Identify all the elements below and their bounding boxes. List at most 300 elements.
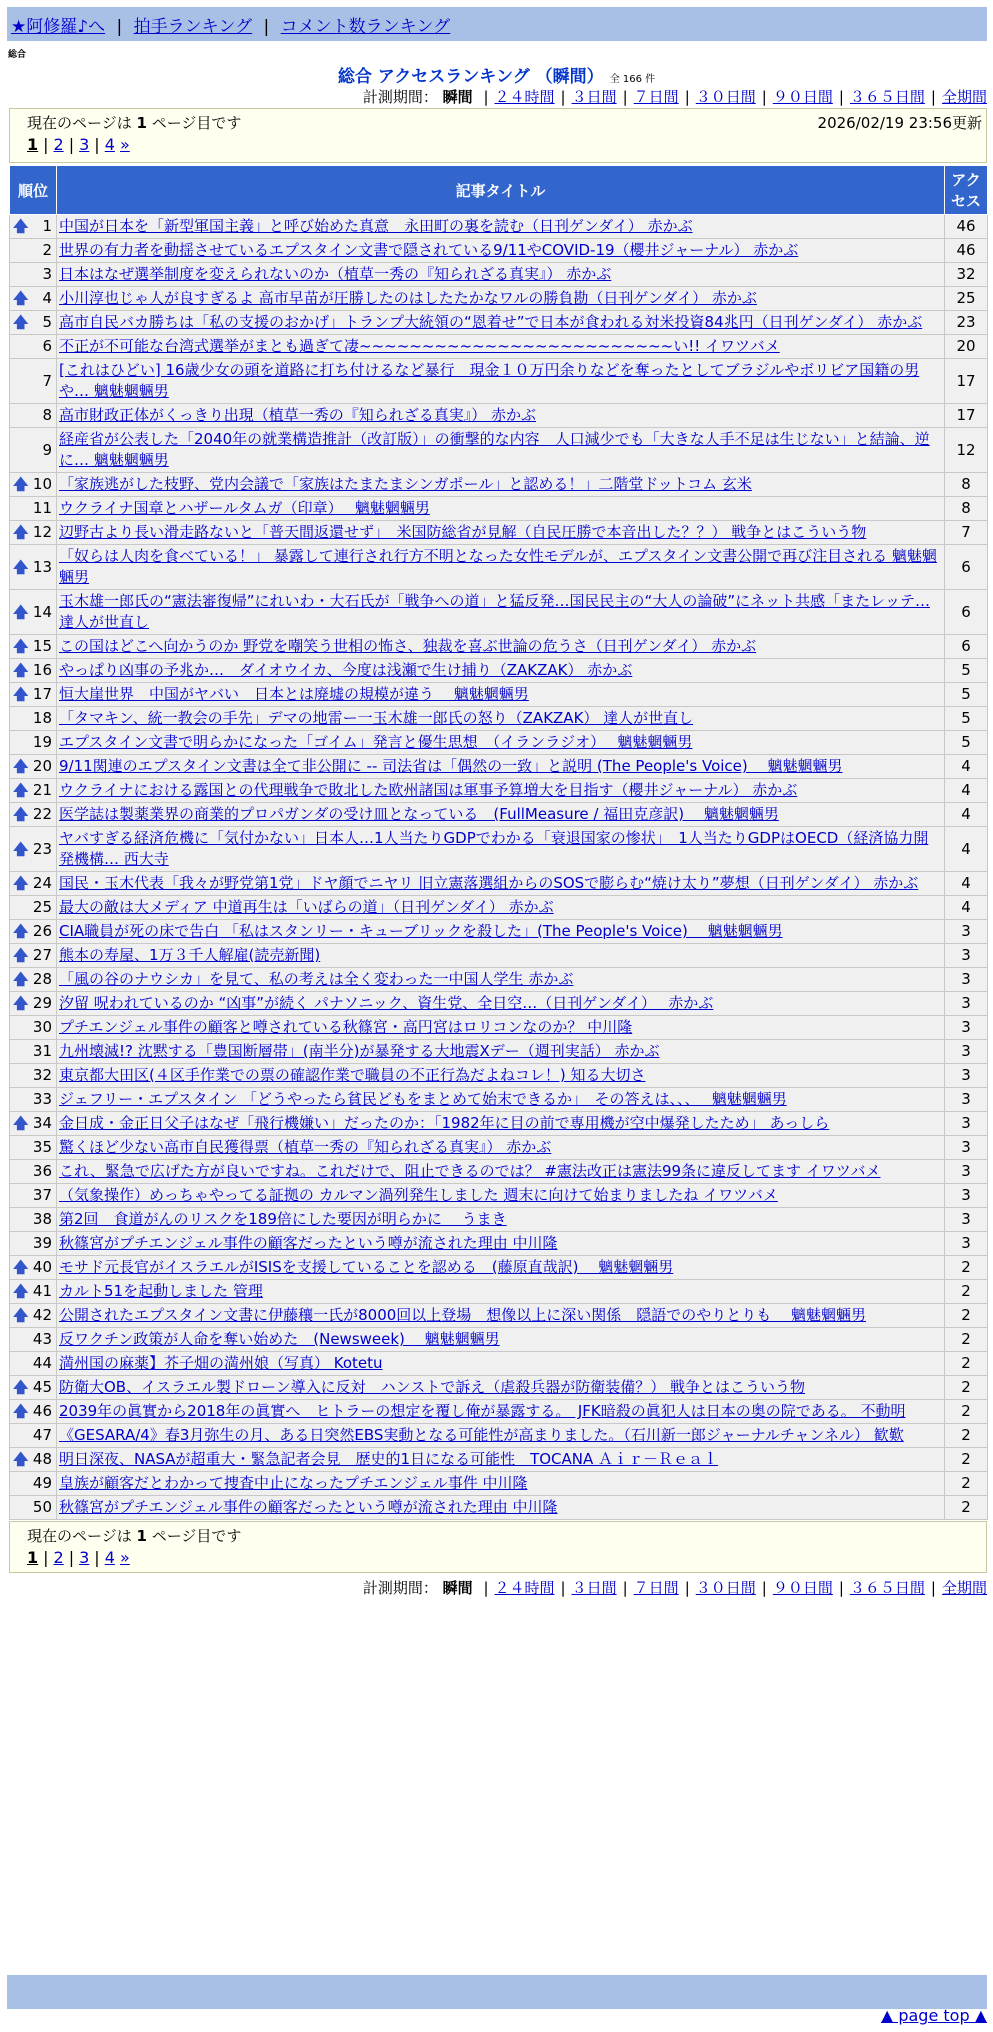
title-cell <box>57 473 945 497</box>
article-title-link[interactable]: 九州壊滅!? 沈黙する「豊国断層帯」(南半分)が暴発する大地震Xデー（週刊実話） 赤かぶ <box>59 1042 660 1060</box>
access-count: 4 <box>945 872 988 896</box>
period-label: 計測期間： <box>362 1579 438 1597</box>
title-cell <box>57 920 945 944</box>
rank-number: 16 <box>32 661 52 679</box>
nav-separator: | <box>263 17 270 37</box>
rank-number: 42 <box>32 1306 52 1324</box>
up-arrow-icon: 🡅 <box>13 1402 29 1420</box>
rank-cell <box>10 896 57 920</box>
article-title-link[interactable]: 第2回 食道がんのリスクを189倍にした要因が明らかに うまき <box>59 1210 507 1228</box>
article-title-link[interactable]: 高市自民バカ勝ちは「私の支援のおかげ」トランプ大統領の“恩着せ”で日本が食われる対米投資84兆円（日刊ゲンダイ） 赤かぶ <box>59 313 923 331</box>
title-cell <box>57 428 945 473</box>
title-cell <box>57 1040 945 1064</box>
title-cell <box>57 359 945 404</box>
access-count: 7 <box>945 521 988 545</box>
rank-number: 33 <box>32 1090 52 1108</box>
rank-cell <box>10 404 57 428</box>
rank-number: 6 <box>42 337 52 355</box>
rank-number: 36 <box>32 1162 52 1180</box>
title-cell <box>57 944 945 968</box>
table-row <box>10 1136 988 1160</box>
article-title-link[interactable]: ジェフリー・エプスタイン 「どうやったら貧民どもをまとめて始末できるか」 その答えは、、、 魑魅魍魎男 <box>59 1090 787 1108</box>
rank-cell <box>10 521 57 545</box>
rank-number: 46 <box>32 1402 52 1420</box>
article-title-link[interactable]: 驚くほど少ない高市自民獲得票（植草一秀の『知られざる真実』） 赤かぶ <box>59 1138 552 1156</box>
table-row <box>10 827 988 872</box>
article-title-link[interactable]: 秋篠宮がプチエンジェル事件の顧客だったという噂が流された理由 中川隆 <box>59 1498 558 1516</box>
rank-cell <box>10 992 57 1016</box>
rank-number: 21 <box>32 781 52 799</box>
article-title-link[interactable]: エプスタイン文書で明らかになった「ゴイム」発言と優生思想 （イランラジオ） 魑魅魍魎男 <box>59 733 693 751</box>
rank-cell <box>10 1424 57 1448</box>
title-cell <box>57 335 945 359</box>
rank-number: 27 <box>32 946 52 964</box>
rank-number: 7 <box>42 371 52 390</box>
rank-cell <box>10 359 57 404</box>
title-cell <box>57 1376 945 1400</box>
rank-number: 50 <box>32 1498 52 1516</box>
rank-cell <box>10 635 57 659</box>
title-cell <box>57 311 945 335</box>
article-title-link[interactable]: 中国が日本を「新型軍国主義」と呼び始めた真意 永田町の裏を読む（日刊ゲンダイ） 赤かぶ <box>59 217 693 235</box>
up-arrow-icon: 🡅 <box>13 475 29 493</box>
period-separator: | <box>560 1579 566 1597</box>
article-title-link[interactable]: 公開されたエプスタイン文書に伊藤穰一氏が8000回以上登場 想像以上に深い関係 隠語でのやりとりも 魑魅魍魎男 <box>59 1306 867 1324</box>
period-current: 瞬間 <box>442 88 473 106</box>
article-title-link[interactable]: プチエンジェル事件の顧客と噂されている秋篠宮・高円宮はロリコンなのか？ 中川隆 <box>59 1018 633 1036</box>
title-cell <box>57 968 945 992</box>
title-cell <box>57 1448 945 1472</box>
rank-cell <box>10 263 57 287</box>
article-title-link[interactable]: カルト51を起動しました 管理 <box>59 1282 263 1300</box>
article-title-link[interactable]: CIA職員が死の床で告白 「私はスタンリー・キューブリックを殺した」(The People's Voice) 魑魅魍魎男 <box>59 922 783 940</box>
table-row <box>10 755 988 779</box>
period-option-link[interactable]: ３０日間 <box>695 1579 756 1597</box>
article-title-link[interactable]: 金日成・金正日父子はなぜ「飛行機嫌い」だったのか：「1982年に目の前で専用機が空中爆発したため」 あっしら <box>59 1114 830 1132</box>
rank-cell <box>10 731 57 755</box>
title-cell <box>57 1064 945 1088</box>
title-cell <box>57 1280 945 1304</box>
access-count: 4 <box>945 779 988 803</box>
title-cell <box>57 215 945 239</box>
article-title-link[interactable]: 「タマキン、統一教会の手先」デマの地雷ー一玉木雄一郎氏の怒り（ZAKZAK） 達人が世直し <box>59 709 694 727</box>
table-row <box>10 1472 988 1496</box>
article-title-link[interactable]: 日本はなぜ選挙制度を変えられないのか（植草一秀の『知られざる真実』） 赤かぶ <box>59 265 612 283</box>
pager-separator: | <box>43 1548 49 1567</box>
updated-timestamp: 2026/02/19 23:56更新 <box>817 114 982 132</box>
up-arrow-icon: 🡅 <box>13 839 29 858</box>
title-cell <box>57 683 945 707</box>
table-row <box>10 590 988 635</box>
rank-cell <box>10 1160 57 1184</box>
title-cell <box>57 827 945 872</box>
article-title-link[interactable]: 熊本の寿屋、1万３千人解雇(読売新聞) <box>59 946 321 964</box>
pager-page-link[interactable]: 4 <box>104 1548 115 1567</box>
table-row <box>10 359 988 404</box>
up-arrow-icon: 🡅 <box>13 1450 29 1468</box>
rank-number: 29 <box>32 994 52 1012</box>
table-row <box>10 497 988 521</box>
rank-cell <box>10 335 57 359</box>
pager-separator: | <box>94 1548 100 1567</box>
article-title-link[interactable]: 「風の谷のナウシカ」を見て、私の考えは全く変わった一中国人学生 赤かぶ <box>59 970 574 988</box>
article-title-link[interactable]: 高市財政正体がくっきり出現（植草一秀の『知られざる真実』） 赤かぶ <box>59 406 536 424</box>
access-count: 17 <box>945 404 988 428</box>
rank-number: 15 <box>32 637 52 655</box>
title-cell <box>57 755 945 779</box>
article-title-link[interactable]: 小川淳也じゃ人が良すぎるよ 高市早苗が圧勝したのはしたたかなワルの勝負勘（日刊ゲンダイ） 赤かぶ <box>59 289 757 307</box>
access-count: 12 <box>945 428 988 473</box>
rank-number: 30 <box>32 1018 52 1036</box>
access-count: 3 <box>945 920 988 944</box>
title-cell <box>57 590 945 635</box>
period-separator: | <box>560 88 566 106</box>
table-row <box>10 1208 988 1232</box>
up-arrow-icon: 🡅 <box>13 970 29 988</box>
access-count: 23 <box>945 311 988 335</box>
article-title-link[interactable]: ウクライナにおける露国との代理戦争で敗北した欧州諸国は軍事予算増大を目指す（櫻井ジャーナル） 赤かぶ <box>59 781 798 799</box>
table-row <box>10 287 988 311</box>
access-count: 46 <box>945 215 988 239</box>
rank-cell <box>10 473 57 497</box>
article-title-link[interactable]: （気象操作）めっちゃやってる証拠の カルマン渦列発生しました 週末に向けて始まりましたね イワツバメ <box>59 1186 778 1204</box>
rank-number: 11 <box>32 499 52 517</box>
table-row <box>10 1016 988 1040</box>
period-separator: | <box>684 88 690 106</box>
access-count: 8 <box>945 497 988 521</box>
table-row <box>10 920 988 944</box>
table-row <box>10 1328 988 1352</box>
rank-cell <box>10 1112 57 1136</box>
article-title-link[interactable]: [これはひどい] 16歳少女の頭を道路に打ち付けるなど暴行 現金１０万円余りなどを奪ったとしてブラジルやボリビア国籍の男や… 魑魅魍魎男 <box>59 361 920 400</box>
access-count: 3 <box>945 1184 988 1208</box>
period-option-link[interactable]: ３日間 <box>571 88 617 106</box>
article-title-link[interactable]: 満州国の麻薬】芥子畑の満州娘（写真） Kotetu <box>59 1354 383 1372</box>
up-arrow-icon: 🡅 <box>13 946 29 964</box>
table-row <box>10 335 988 359</box>
article-title-link[interactable]: 2039年の眞實から2018年の眞實へ ヒトラーの想定を覆し俺が暴露する。 JFK暗殺の眞犯人は日本の奥の院である。 不動明 <box>59 1402 906 1420</box>
rank-number: 14 <box>32 602 52 621</box>
table-row <box>10 1400 988 1424</box>
period-separator: | <box>838 1579 844 1597</box>
applause-ranking-link[interactable]: 拍手ランキング <box>133 17 253 37</box>
table-row <box>10 1064 988 1088</box>
home-link[interactable]: ★阿修羅♪へ <box>11 17 106 37</box>
pager-next-link[interactable]: » <box>119 1548 130 1567</box>
category-label: 総合 <box>8 50 27 60</box>
rank-number: 8 <box>42 406 52 424</box>
page-top-link[interactable]: ▲ page top ▲ <box>880 2006 987 2025</box>
title-cell <box>57 497 945 521</box>
up-arrow-icon: 🡅 <box>13 602 29 621</box>
period-label: 計測期間： <box>362 88 438 106</box>
period-separator: | <box>483 88 489 106</box>
rank-number: 34 <box>32 1114 52 1132</box>
period-separator: | <box>622 1579 628 1597</box>
table-row <box>10 1496 988 1520</box>
period-option-link[interactable]: ９０日間 <box>772 1579 833 1597</box>
rank-number: 31 <box>32 1042 52 1060</box>
title-cell <box>57 263 945 287</box>
table-row <box>10 1304 988 1328</box>
ranking-table <box>9 165 988 1520</box>
up-arrow-icon: 🡅 <box>13 874 29 892</box>
table-row <box>10 1232 988 1256</box>
rank-cell <box>10 1448 57 1472</box>
period-option-link[interactable]: ３日間 <box>571 1579 617 1597</box>
table-row <box>10 1256 988 1280</box>
article-title-link[interactable]: これ、緊急で広げた方が良いですね。これだけで、阻止できるのでは？ #憲法改正は憲法99条に違反してます イワツバメ <box>59 1162 881 1180</box>
up-arrow-icon: 🡅 <box>13 994 29 1012</box>
title-cell <box>57 896 945 920</box>
rank-cell <box>10 803 57 827</box>
title-cell <box>57 635 945 659</box>
pager-separator: | <box>43 135 49 154</box>
table-row <box>10 1088 988 1112</box>
article-title-link[interactable]: モサド元長官がイスラエルがISISを支援していることを認める (藤原直哉訳) 魑魅魍魎男 <box>59 1258 674 1276</box>
up-arrow-icon: 🡅 <box>13 757 29 775</box>
pager-page-link[interactable]: 2 <box>53 135 64 154</box>
period-option-link[interactable]: ９０日間 <box>772 88 833 106</box>
ranking-table-body <box>10 215 988 1520</box>
rank-number: 40 <box>32 1258 52 1276</box>
article-title-link[interactable]: 《GESARA/4》春3月弥生の月、ある日突然EBS実動となる可能性が高まりました。（石川新一郎ジャーナルチャンネル） 歓歎 <box>59 1426 904 1444</box>
article-title-link[interactable]: 恒大崖世界 中国がヤバい 日本とは廃墟の規模が違う 魑魅魍魎男 <box>59 685 529 703</box>
table-row <box>10 428 988 473</box>
period-option-link[interactable]: ３６５日間 <box>849 88 925 106</box>
rank-number: 17 <box>32 685 52 703</box>
article-title-link[interactable]: 世界の有力者を動揺させているエプスタイン文書で隠されている9/11やCOVID-19（櫻井ジャーナル） 赤かぶ <box>59 241 799 259</box>
rank-cell <box>10 968 57 992</box>
access-count: 2 <box>945 1448 988 1472</box>
rank-cell <box>10 1088 57 1112</box>
rank-cell <box>10 1280 57 1304</box>
article-title-link[interactable]: 医学誌は製薬業界の商業的プロパガンダの受け皿となっている (FullMeasure / 福田克彦訳) 魑魅魍魎男 <box>59 805 779 823</box>
pager-next-link[interactable]: » <box>119 135 130 154</box>
period-current: 瞬間 <box>442 1579 473 1597</box>
pager-page-link[interactable]: 3 <box>79 135 90 154</box>
title-cell <box>57 404 945 428</box>
table-row <box>10 968 988 992</box>
rank-cell <box>10 920 57 944</box>
page-status: 現在のページは 1 ページ目です <box>27 1527 242 1545</box>
article-title-link[interactable]: 不正が不可能な台湾式選挙がまとも過ぎて凄~~~~~~~~~~~~~~~~~~~~~~~~~い!! イワツバメ <box>59 337 780 355</box>
pager-separator: | <box>68 135 75 154</box>
up-arrow-icon: 🡅 <box>13 685 29 703</box>
rank-number: 5 <box>42 313 52 331</box>
access-count: 46 <box>945 239 988 263</box>
rank-number: 22 <box>32 805 52 823</box>
column-header-rank: 順位 <box>10 166 57 215</box>
table-row <box>10 944 988 968</box>
pager-separator: | <box>68 1548 75 1567</box>
article-title-link[interactable]: 皇族が顧客だとわかって捜査中止になったプチエンジェル事件 中川隆 <box>59 1474 528 1492</box>
article-title-link[interactable]: 経産省が公表した「2040年の就業構造推計（改訂版）」の衝撃的な内容 人口減少でも「大きな人手不足は生じない」と結論、逆に… 魑魅魍魎男 <box>59 430 930 469</box>
table-row <box>10 659 988 683</box>
rank-cell <box>10 239 57 263</box>
rank-cell <box>10 1376 57 1400</box>
table-row <box>10 779 988 803</box>
period-option-link[interactable]: ３０日間 <box>695 88 756 106</box>
article-title-link[interactable]: ヤバすぎる経済危機に「気付かない」日本人…1人当たりGDPでわかる「衰退国家の惨状」 1人当たりGDPはOECD（経済協力開発機構… 西大寺 <box>59 829 929 868</box>
rank-number: 45 <box>32 1378 52 1396</box>
title-cell <box>57 731 945 755</box>
access-count: 3 <box>945 1160 988 1184</box>
table-row <box>10 1352 988 1376</box>
rank-cell <box>10 590 57 635</box>
access-count: 3 <box>945 1064 988 1088</box>
table-row <box>10 992 988 1016</box>
table-row <box>10 1448 988 1472</box>
rank-number: 26 <box>32 922 52 940</box>
period-separator: | <box>483 1579 489 1597</box>
pager-page-link[interactable]: 2 <box>53 1548 64 1567</box>
table-row <box>10 215 988 239</box>
article-title-link[interactable]: 明日深夜、NASAが超重大・緊急記者会見 歴史的1日になる可能性 TOCANA Ａｉｒ－Ｒｅａｌ <box>59 1450 719 1468</box>
table-row <box>10 731 988 755</box>
title-cell <box>57 872 945 896</box>
table-row <box>10 896 988 920</box>
article-title-link[interactable]: 汐留 呪われているのか “凶事”が続く パナソニック、資生党、全日空…（日刊ゲンダイ） 赤かぶ <box>59 994 714 1012</box>
article-title-link[interactable]: 国民・玉木代表「我々が野党第1党」ドヤ顔でニヤリ 旧立憲落選組からのSOSで膨らむ“焼け太り”夢想（日刊ゲンダイ） 赤かぶ <box>59 874 919 892</box>
access-count: 5 <box>945 659 988 683</box>
period-option-link[interactable]: ２４時間 <box>494 88 555 106</box>
article-title-link[interactable]: この国はどこへ向かうのか 野党を嘲笑う世相の怖さ、独裁を喜ぶ世論の危うさ（日刊ゲンダイ） 赤かぶ <box>59 637 757 655</box>
title-cell <box>57 1256 945 1280</box>
rank-cell <box>10 659 57 683</box>
title-cell <box>57 1496 945 1520</box>
table-row <box>10 545 988 590</box>
table-header-row <box>10 166 988 215</box>
title-cell <box>57 1400 945 1424</box>
rank-number: 37 <box>32 1186 52 1204</box>
rank-cell <box>10 755 57 779</box>
table-row <box>10 1376 988 1400</box>
article-title-link[interactable]: 「奴らは人肉を食べている！」 暴露して連行され行方不明となった女性モデルが、エプスタイン文書公開で再び注目される 魑魅魍魎男 <box>59 547 937 586</box>
rank-cell <box>10 779 57 803</box>
rank-number: 44 <box>32 1354 52 1372</box>
access-count: 17 <box>945 359 988 404</box>
rank-cell <box>10 1400 57 1424</box>
period-separator: | <box>761 88 767 106</box>
comment-ranking-link[interactable]: コメント数ランキング <box>280 17 451 37</box>
up-arrow-icon: 🡅 <box>13 661 29 679</box>
table-row <box>10 1112 988 1136</box>
rank-number: 47 <box>32 1426 52 1444</box>
access-count: 3 <box>945 968 988 992</box>
up-arrow-icon: 🡅 <box>13 805 29 823</box>
rank-cell <box>10 1064 57 1088</box>
rank-number: 41 <box>32 1282 52 1300</box>
title-cell <box>57 1208 945 1232</box>
rank-number: 28 <box>32 970 52 988</box>
rank-cell <box>10 1496 57 1520</box>
rank-number: 9 <box>42 440 52 459</box>
pager-top <box>27 135 130 154</box>
article-title-link[interactable]: 反ワクチン政策が人命を奪い始めた (Newsweek) 魑魅魍魎男 <box>59 1330 500 1348</box>
up-arrow-icon: 🡅 <box>13 1258 29 1276</box>
period-selector-bottom <box>363 1577 987 1598</box>
article-title-link[interactable]: 「家族逃がした枝野、党内会議で「家族はたまたまシンガポール」と認める！」二階堂ドットコム 玄米 <box>59 475 752 493</box>
rank-cell <box>10 1040 57 1064</box>
rank-cell <box>10 1232 57 1256</box>
rank-number: 43 <box>32 1330 52 1348</box>
rank-cell <box>10 1328 57 1352</box>
table-row <box>10 803 988 827</box>
article-title-link[interactable]: ウクライナ国章とハザールタムガ（印章） 魑魅魍魎男 <box>59 499 430 517</box>
title-cell <box>57 1016 945 1040</box>
article-title-link[interactable]: やっぱり凶事の予兆か… ダイオウイカ、今度は浅瀬で生け捕り（ZAKZAK） 赤かぶ <box>59 661 633 679</box>
table-row <box>10 1160 988 1184</box>
period-option-link[interactable]: ２４時間 <box>494 1579 555 1597</box>
access-count: 6 <box>945 590 988 635</box>
access-count: 4 <box>945 896 988 920</box>
period-option-link[interactable]: ７日間 <box>633 1579 679 1597</box>
access-count: 3 <box>945 992 988 1016</box>
article-title-link[interactable]: 玉木雄一郎氏の“憲法審復帰”にれいわ・大石氏が「戦争への道」と猛反発…国民民主の“大人の論破”にネット共感「またレッテ… 達人が世直し <box>59 592 930 631</box>
title-cell <box>57 521 945 545</box>
title-cell <box>57 1472 945 1496</box>
period-option-link[interactable]: 全期間 <box>941 88 987 106</box>
period-separator: | <box>761 1579 767 1597</box>
table-row <box>10 1184 988 1208</box>
article-title-link[interactable]: 9/11関連のエプスタイン文書は全て非公開に -- 司法省は「偶然の一致」と説明 (The People's Voice) 魑魅魍魎男 <box>59 757 843 775</box>
pager-page-link[interactable]: 3 <box>79 1548 90 1567</box>
top-navigation-bar <box>7 7 987 41</box>
up-arrow-icon: 🡅 <box>13 1114 29 1132</box>
article-title-link[interactable]: 辺野古より長い滑走路ないと「普天間返還せず」 米国防総省が見解（自民圧勝で本音出した？？） 戦争とはこういう物 <box>59 523 867 541</box>
title-cell <box>57 803 945 827</box>
rank-cell <box>10 311 57 335</box>
rank-number: 25 <box>32 898 52 916</box>
article-title-link[interactable]: 秋篠宮がプチエンジェル事件の顧客だったという噂が流された理由 中川隆 <box>59 1234 558 1252</box>
pager-current-page: 1 <box>27 1548 39 1567</box>
title-cell <box>57 545 945 590</box>
rank-cell <box>10 1184 57 1208</box>
period-option-link[interactable]: 全期間 <box>941 1579 987 1597</box>
title-cell <box>57 1136 945 1160</box>
period-option-link[interactable]: ７日間 <box>633 88 679 106</box>
pager-page-link[interactable]: 4 <box>104 135 115 154</box>
table-row <box>10 311 988 335</box>
period-options <box>477 88 987 106</box>
title-cell <box>57 239 945 263</box>
access-count: 5 <box>945 707 988 731</box>
table-row <box>10 239 988 263</box>
rank-cell <box>10 683 57 707</box>
access-count: 3 <box>945 1112 988 1136</box>
article-title-link[interactable]: 最大の敵は大メディア 中道再生は「いばらの道」（日刊ゲンダイ） 赤かぶ <box>59 898 554 916</box>
article-title-link[interactable]: 防衛大OB、イスラエル製ドローン導入に反対 ハンストで訴え（虐殺兵器が防衛装備？） 戦争とはこういう物 <box>59 1378 805 1396</box>
access-count: 2 <box>945 1328 988 1352</box>
access-count: 2 <box>945 1376 988 1400</box>
access-count: 3 <box>945 1016 988 1040</box>
period-selector-top <box>363 86 987 107</box>
title-cell <box>57 1160 945 1184</box>
page-info-top <box>9 108 987 163</box>
period-option-link[interactable]: ３６５日間 <box>849 1579 925 1597</box>
access-count: 2 <box>945 1400 988 1424</box>
title-cell <box>57 1112 945 1136</box>
rank-cell <box>10 497 57 521</box>
article-title-link[interactable]: 東京都大田区(４区手作業での票の確認作業で職員の不正行為だよねコレ！) 知る大切さ <box>59 1066 646 1084</box>
access-count: 20 <box>945 335 988 359</box>
rank-cell <box>10 827 57 872</box>
rank-number: 12 <box>32 523 52 541</box>
access-count: 2 <box>945 1304 988 1328</box>
nav-separator: | <box>116 17 123 37</box>
table-row <box>10 404 988 428</box>
